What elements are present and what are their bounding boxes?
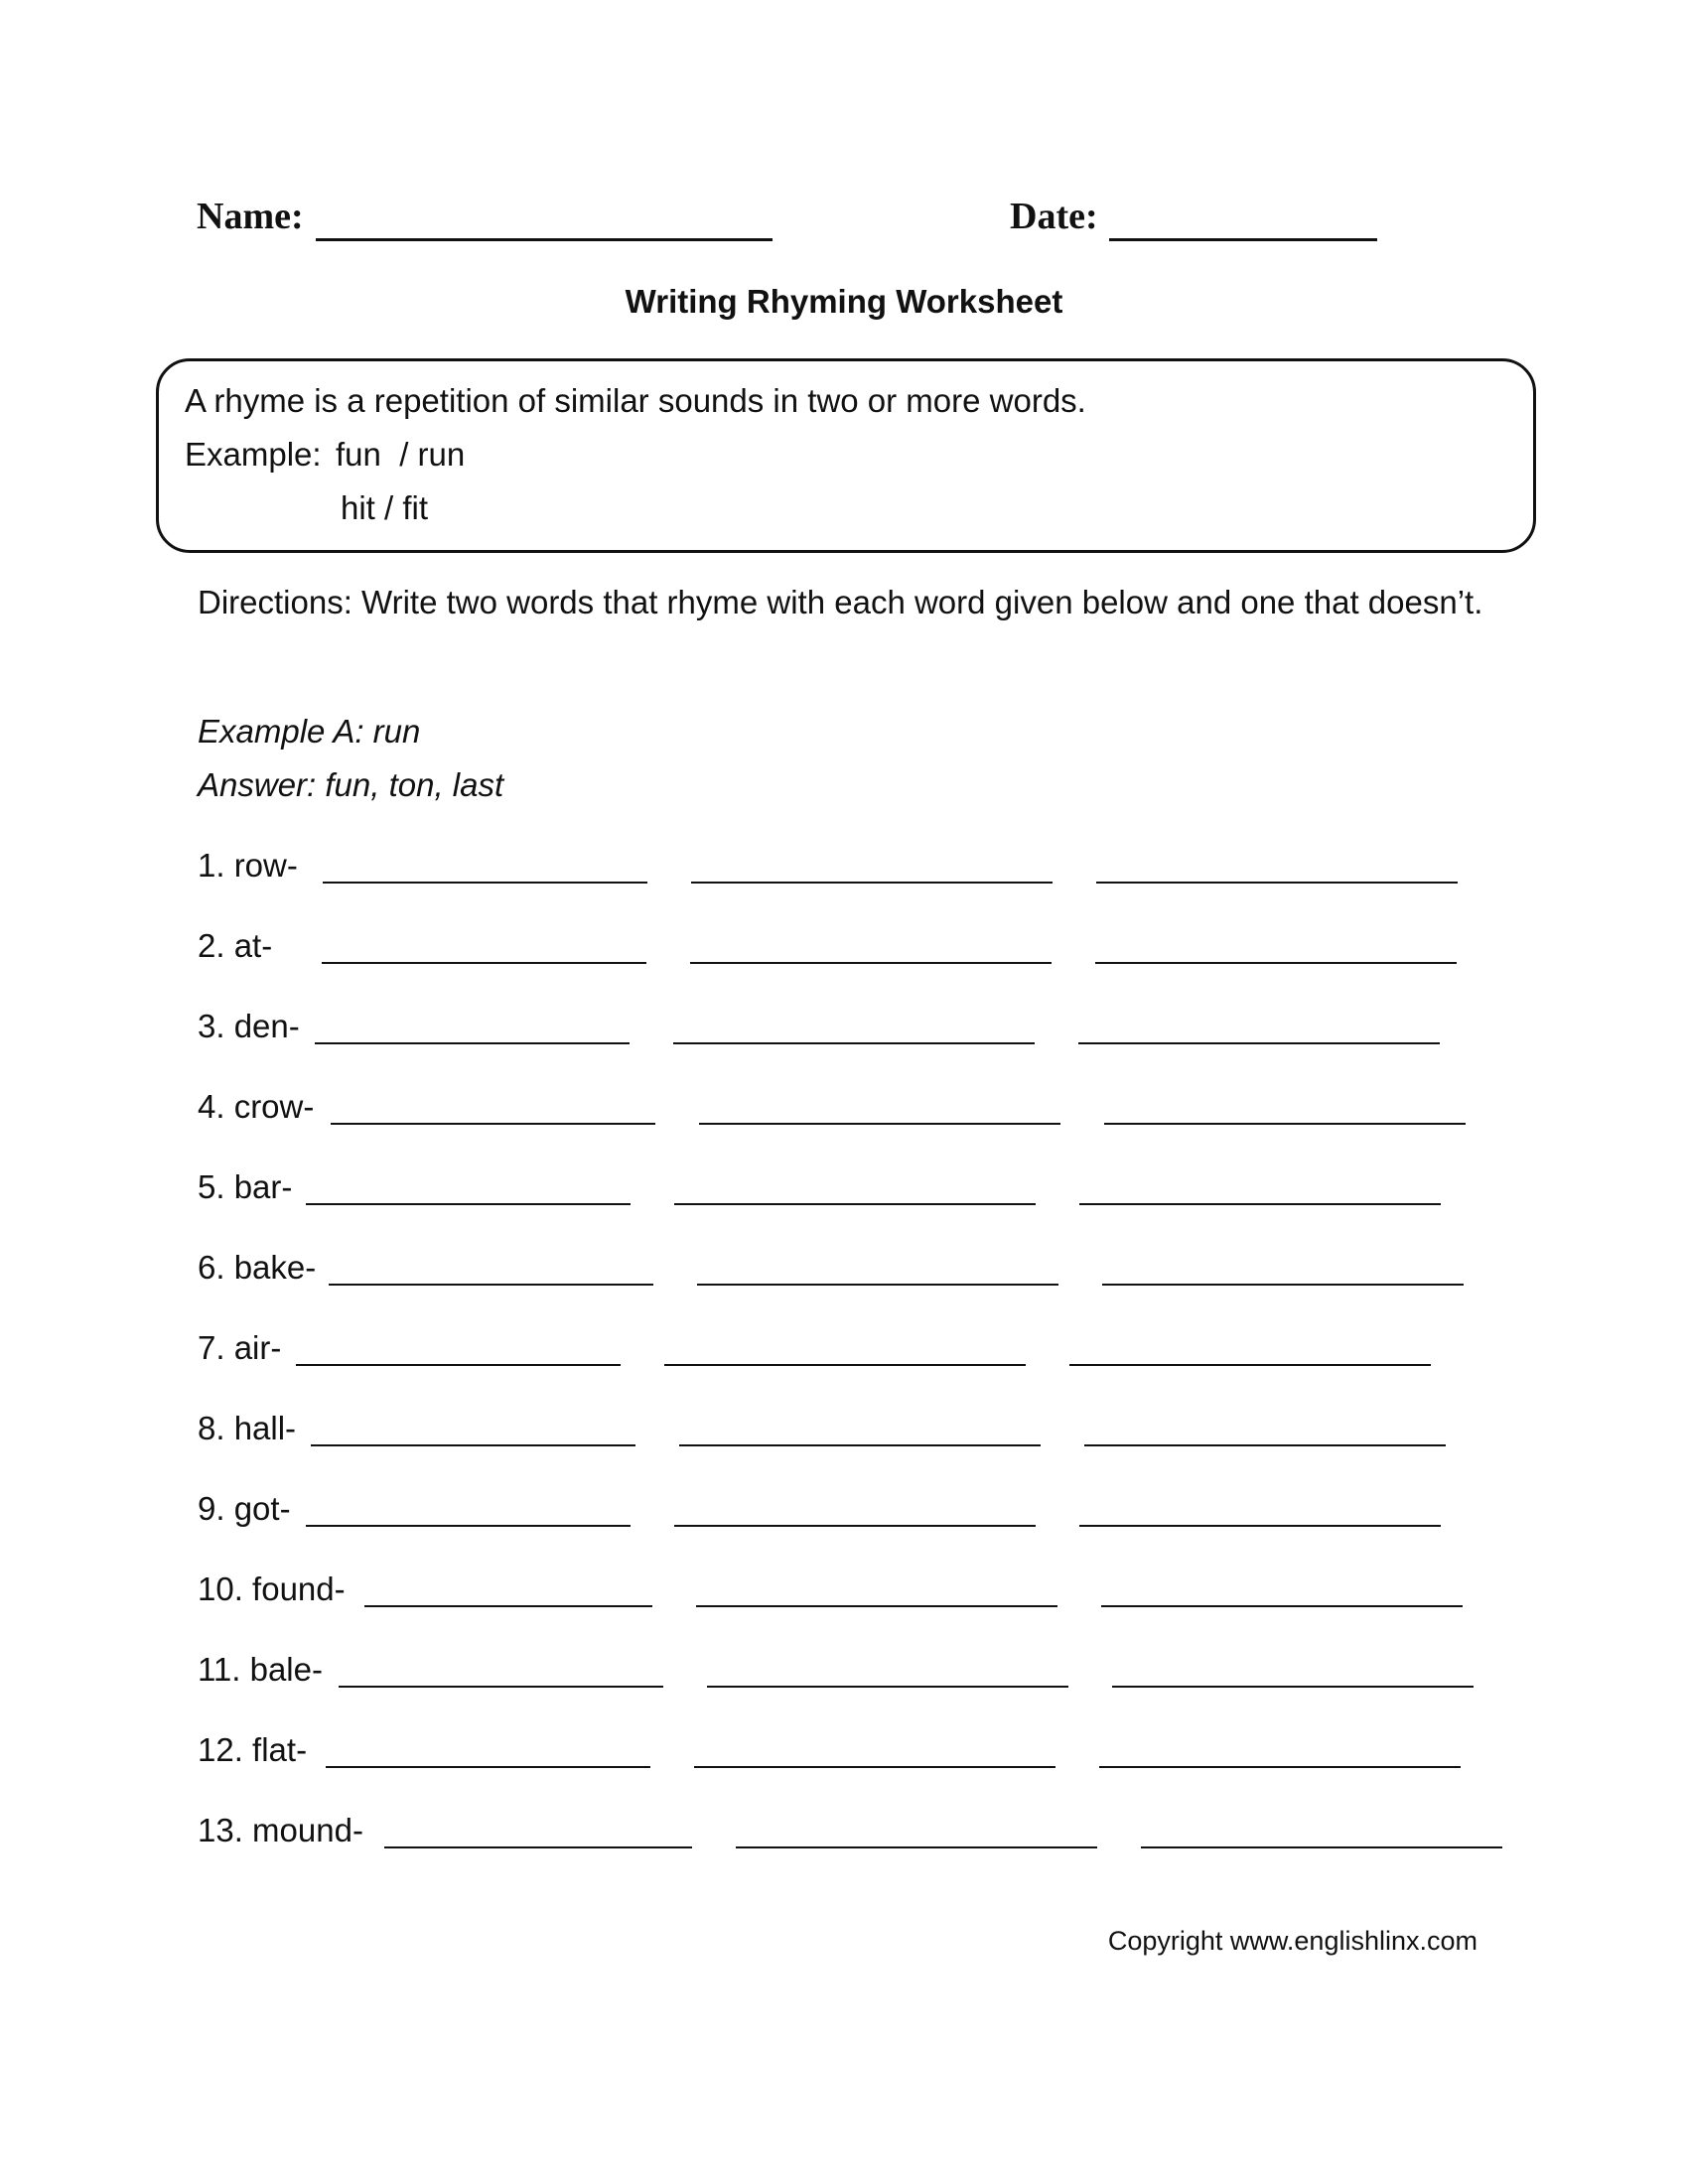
rhyme-item-label: 10. found- [198, 1570, 346, 1607]
answer-blank-1[interactable] [322, 962, 646, 964]
answer-blank-3[interactable] [1084, 1444, 1446, 1446]
answer-blank-2[interactable] [664, 1364, 1026, 1366]
answer-blank-3[interactable] [1079, 1525, 1441, 1527]
answer-blank-2[interactable] [736, 1846, 1097, 1848]
rhyme-item-label: 2. at- [198, 927, 273, 964]
rhyme-item-label: 5. bar- [198, 1168, 293, 1205]
answer-blank-1[interactable] [323, 882, 647, 884]
date-label: Date: [1010, 196, 1098, 237]
name-label: Name: [197, 196, 304, 237]
answer-blank-2[interactable] [699, 1123, 1060, 1125]
rhyme-item-label: 4. crow- [198, 1088, 315, 1125]
answer-blank-1[interactable] [306, 1203, 631, 1205]
name-field[interactable] [316, 238, 773, 241]
answer-blank-1[interactable] [306, 1525, 631, 1527]
copyright-text: Copyright www.englishlinx.com [1107, 1926, 1477, 1956]
answer-blank-2[interactable] [707, 1686, 1068, 1688]
rhyme-item-label: 9. got- [198, 1490, 291, 1527]
answer-blank-2[interactable] [691, 882, 1053, 884]
answer-blank-3[interactable] [1141, 1846, 1502, 1848]
rhyme-item-label: 13. mound- [198, 1812, 363, 1848]
definition-example-prefix: Example: [185, 436, 322, 473]
answer-blank-3[interactable] [1079, 1203, 1441, 1205]
rhyme-item-label: 1. row- [198, 847, 298, 884]
answer-blank-2[interactable] [674, 1525, 1036, 1527]
answer-blank-2[interactable] [690, 962, 1052, 964]
answer-blank-1[interactable] [339, 1686, 663, 1688]
definition-text: A rhyme is a repetition of similar sounds in two or more words. [185, 382, 1086, 419]
definition-example-pair-1: fun / run [336, 436, 466, 473]
answer-blank-3[interactable] [1101, 1605, 1463, 1607]
answer-blank-2[interactable] [674, 1203, 1036, 1205]
example-prompt: Example A: run [198, 713, 421, 750]
answer-blank-2[interactable] [694, 1766, 1055, 1768]
directions-text: Directions: Write two words that rhyme with each word given below and one that doesn’t. [198, 584, 1483, 620]
answer-blank-1[interactable] [311, 1444, 635, 1446]
answer-blank-3[interactable] [1095, 962, 1457, 964]
answer-blank-3[interactable] [1112, 1686, 1474, 1688]
answer-blank-3[interactable] [1078, 1042, 1440, 1044]
answer-blank-3[interactable] [1069, 1364, 1431, 1366]
rhyme-item-label: 7. air- [198, 1329, 282, 1366]
answer-blank-1[interactable] [329, 1284, 653, 1286]
answer-blank-2[interactable] [696, 1605, 1057, 1607]
rhyme-item-label: 8. hall- [198, 1410, 297, 1446]
answer-blank-2[interactable] [673, 1042, 1035, 1044]
answer-blank-1[interactable] [296, 1364, 621, 1366]
answer-blank-1[interactable] [331, 1123, 655, 1125]
rhyme-item-label: 3. den- [198, 1008, 300, 1044]
answer-blank-3[interactable] [1099, 1766, 1461, 1768]
example-answer: Answer: fun, ton, last [198, 766, 504, 803]
answer-blank-3[interactable] [1102, 1284, 1464, 1286]
answer-blank-2[interactable] [697, 1284, 1058, 1286]
rhyme-item-label: 6. bake- [198, 1249, 317, 1286]
rhyme-item-label: 12. flat- [198, 1731, 308, 1768]
page-title: Writing Rhyming Worksheet [625, 283, 1063, 320]
answer-blank-1[interactable] [364, 1605, 652, 1607]
answer-blank-2[interactable] [679, 1444, 1041, 1446]
answer-blank-1[interactable] [326, 1766, 650, 1768]
rhyme-item-label: 11. bale- [198, 1651, 323, 1688]
date-field[interactable] [1109, 238, 1377, 241]
answer-blank-1[interactable] [315, 1042, 630, 1044]
answer-blank-1[interactable] [384, 1846, 692, 1848]
answer-blank-3[interactable] [1104, 1123, 1466, 1125]
answer-blank-3[interactable] [1096, 882, 1458, 884]
definition-example-pair-2: hit / fit [341, 489, 429, 526]
